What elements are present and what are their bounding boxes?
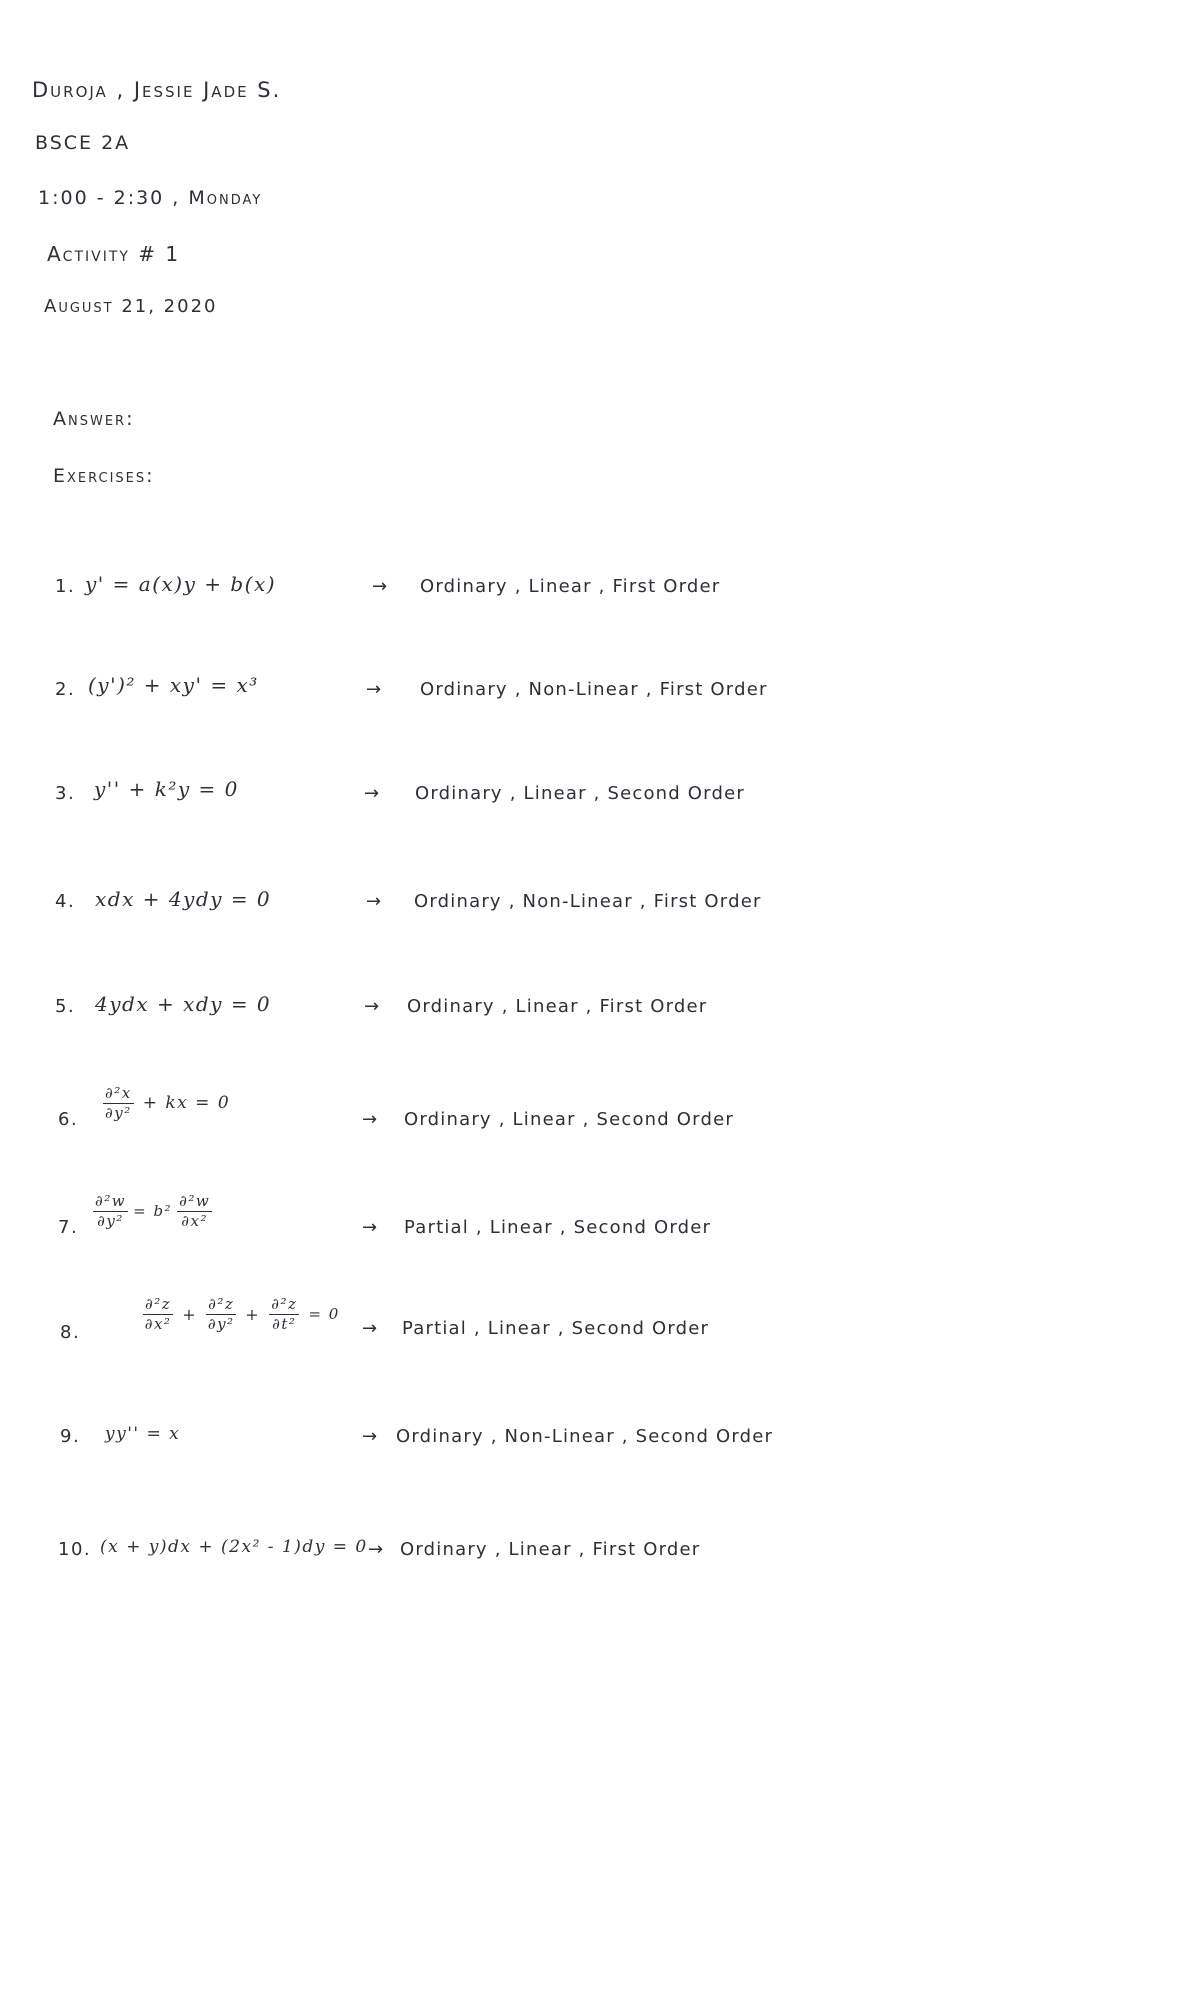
- arrow-icon: →: [362, 1318, 379, 1339]
- arrow-icon: →: [362, 1109, 379, 1130]
- fraction-denominator: ∂y²: [207, 1314, 235, 1333]
- arrow-icon: →: [366, 891, 383, 912]
- exercise-equation: 4ydx + xdy = 0: [95, 992, 272, 1016]
- fraction: [269, 1296, 299, 1332]
- exercise-classification: Partial , Linear , Second Order: [402, 1318, 710, 1339]
- exercise-number: 9.: [60, 1426, 81, 1447]
- fraction-denominator: ∂x²: [181, 1211, 208, 1230]
- fraction: [93, 1193, 128, 1229]
- exercise-classification: Ordinary , Non-Linear , First Order: [420, 679, 768, 700]
- fraction-numerator: ∂²z: [208, 1295, 235, 1313]
- exercise-equation: (y')² + xy' = x³: [88, 673, 259, 697]
- exercise-equation: (x + y)dx + (2x² - 1)dy = 0: [100, 1537, 368, 1557]
- exercise-row-1: [0, 570, 1200, 640]
- exercise-row-7: [0, 1193, 1200, 1263]
- fraction-numerator: ∂²z: [145, 1295, 172, 1313]
- exercise-number: 5.: [55, 996, 76, 1017]
- exercise-number: 8.: [60, 1322, 81, 1343]
- equation-remainder: + kx = 0: [142, 1093, 231, 1113]
- fraction: [206, 1296, 236, 1332]
- exercise-equation: [90, 1193, 215, 1229]
- exercise-row-2: [0, 673, 1200, 743]
- exercise-equation: xdx + 4ydy = 0: [95, 887, 272, 911]
- arrow-icon: →: [364, 996, 381, 1017]
- exercise-classification: Ordinary , Non-Linear , Second Order: [396, 1426, 774, 1447]
- fraction-numerator: ∂²w: [179, 1192, 211, 1210]
- activity-date: August 21, 2020: [44, 296, 218, 317]
- equation-end: = 0: [308, 1305, 340, 1323]
- exercise-classification: Ordinary , Linear , First Order: [407, 996, 708, 1017]
- answer-label: Answer:: [53, 408, 135, 430]
- exercise-equation: y' = a(x)y + b(x): [85, 572, 277, 596]
- arrow-icon: →: [362, 1426, 379, 1447]
- fraction-denominator: ∂y²: [97, 1211, 124, 1230]
- fraction: [177, 1193, 212, 1229]
- fraction-numerator: ∂²w: [95, 1192, 127, 1210]
- exercise-classification: Ordinary , Linear , First Order: [400, 1539, 701, 1560]
- exercise-row-8: [0, 1296, 1200, 1366]
- exercise-row-10: [0, 1533, 1200, 1603]
- exercise-equation: [140, 1296, 340, 1332]
- exercise-equation: y'' + k²y = 0: [94, 777, 239, 801]
- student-name: Duroja , Jessie Jade S.: [32, 78, 282, 102]
- exercise-classification: Ordinary , Linear , Second Order: [415, 783, 745, 804]
- fraction-numerator: ∂²z: [271, 1295, 298, 1313]
- exercise-number: 4.: [55, 891, 76, 912]
- exercise-row-5: [0, 990, 1200, 1060]
- exercise-equation: yy'' = x: [105, 1424, 181, 1444]
- plus-operator: +: [245, 1304, 261, 1324]
- exercise-classification: Ordinary , Linear , Second Order: [404, 1109, 734, 1130]
- class-schedule: 1:00 - 2:30 , Monday: [38, 187, 263, 209]
- exercise-classification: Partial , Linear , Second Order: [404, 1217, 712, 1238]
- exercise-row-4: [0, 885, 1200, 955]
- arrow-icon: →: [364, 783, 381, 804]
- course-section: BSCE 2A: [35, 132, 131, 154]
- fraction-denominator: ∂y²: [104, 1103, 132, 1122]
- exercise-number: 7.: [58, 1217, 79, 1238]
- exercise-row-6: [0, 1085, 1200, 1155]
- exercise-number: 1.: [55, 576, 76, 597]
- exercise-classification: Ordinary , Linear , First Order: [420, 576, 721, 597]
- exercises-label: Exercises:: [53, 465, 155, 487]
- activity-title: Activity # 1: [47, 242, 181, 266]
- exercise-number: 2.: [55, 679, 76, 700]
- arrow-icon: →: [372, 576, 389, 597]
- exercise-equation: [100, 1085, 230, 1121]
- fraction-denominator: ∂x²: [144, 1314, 172, 1333]
- exercise-classification: Ordinary , Non-Linear , First Order: [414, 891, 762, 912]
- exercise-number: 3.: [55, 783, 76, 804]
- fraction-denominator: ∂t²: [272, 1314, 297, 1333]
- fraction: [143, 1296, 173, 1332]
- arrow-icon: →: [366, 679, 383, 700]
- exercise-row-9: [0, 1420, 1200, 1490]
- arrow-icon: →: [368, 1539, 385, 1560]
- arrow-icon: →: [362, 1217, 379, 1238]
- equation-middle: = b²: [133, 1202, 173, 1220]
- fraction-numerator: ∂²x: [105, 1084, 132, 1102]
- plus-operator: +: [182, 1304, 198, 1324]
- exercise-row-3: [0, 777, 1200, 847]
- fraction: [103, 1085, 134, 1121]
- exercise-number: 6.: [58, 1109, 79, 1130]
- exercise-number: 10.: [58, 1539, 92, 1560]
